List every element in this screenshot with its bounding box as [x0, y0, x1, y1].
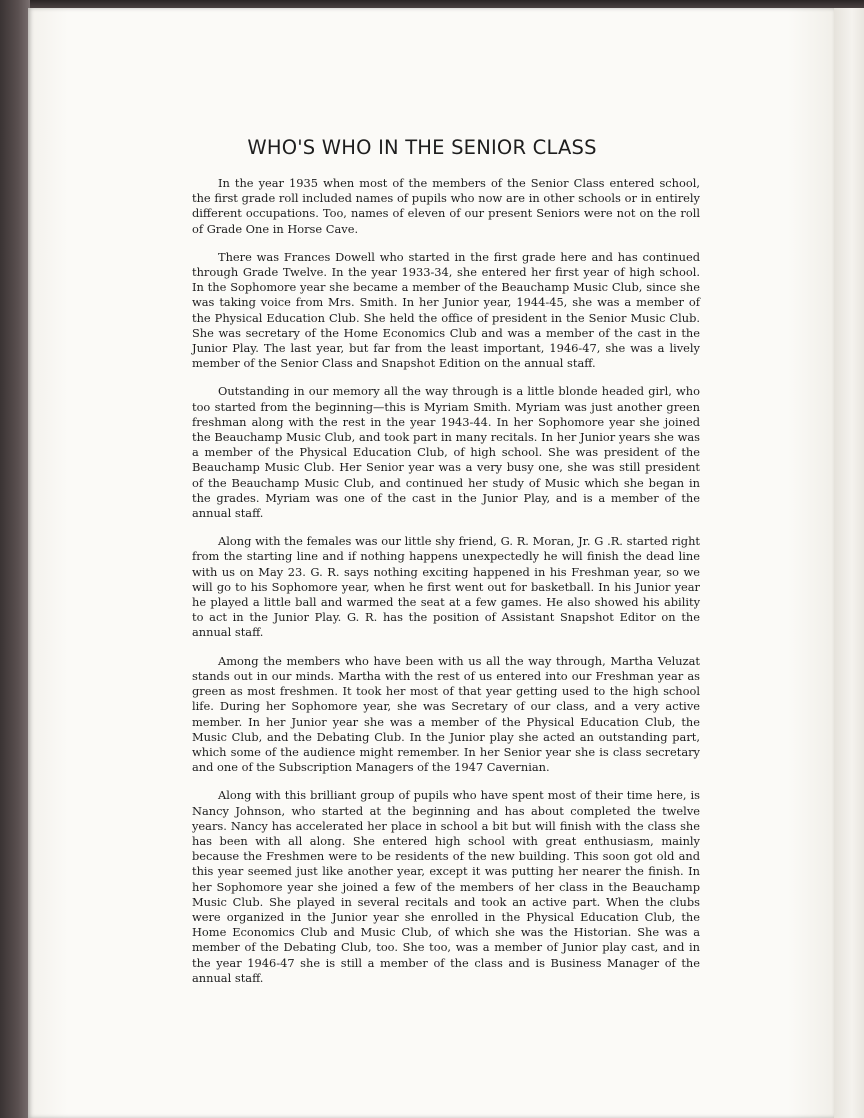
book-edge-top — [0, 0, 864, 8]
paragraph: There was Frances Dowell who started in the first grade here and has continued through Grade Twelve. In the year 1933-34, she entered her first year of high school. In the Sophomore year she became a member of the Beauchamp Music Club, since she was taking voice from Mrs. Smith. In her Junior year, 1944-45, she was a member of the Physical Education Club. She held the office of president in the Senior Music Club. She was secretary of the Home Economics Club and was a member of the cast in the Junior Play. The last year, but far from the least important, 1946-47, she was a lively member of the Senior Class and Snapshot Edition on the annual staff. — [192, 249, 700, 371]
book-edge-left — [0, 0, 30, 1118]
page-edge-right — [834, 8, 864, 1118]
paragraph: Along with the females was our little shy friend, G. R. Moran, Jr. G .R. started right from the starting line and if nothing happens unexpectedly he will finish the dead line with us on May 23. G. R. says nothing exciting happened in his Freshman year, so we will go to his Sophomore year, when he first went out for basketball. In his Junior year he played a little ball and warmed the seat at a few games. He also showed his ability to act in the Junior Play. G. R. has the position of Assistant Snapshot Editor on the annual staff. — [192, 534, 700, 640]
paragraph: Along with this brilliant group of pupils who have spent most of their time here, is Nancy Johnson, who started at the beginning and has about completed the twelve years. Nancy has accelerated her place in school a bit but will finish with the class she has been with all along. She entered high school with great enthusiasm, mainly because the Freshmen were to be residents of the new building. This soon got old and this year seemed just like another year, except it was putting her nearer the finish. In her Sophomore year she joined a few of the members of her class in the Beauchamp Music Club. She played in several recitals and took an active part. When the clubs were organized in the Junior year she enrolled in the Physical Education Club, the Home Economics Club and Music Club, of which she was the Historian. She was a member of the Debating Club, too. She too, was a member of Junior play cast, and in the year 1946-47 she is still a member of the class and is Business Manager of the annual staff. — [192, 788, 700, 985]
paragraph: Among the members who have been with us all the way through, Martha Veluzat stands out in our minds. Martha with the rest of us entered into our Freshman year as green as most freshmen. It took her most of that year getting used to the high school life. During her Sophomore year, she was Secretary of our class, and a very active member. In her Junior year she was a member of the Physical Education Club, the Music Club, and the Debating Club. In the Junior play she acted an outstanding part, which some of the audience might remember. In her Senior year she is class secretary and one of the Subscription Managers of the 1947 Cavernian. — [192, 653, 700, 775]
paragraph: Outstanding in our memory all the way through is a little blonde headed girl, who too started from the beginning—this is Myriam Smith. Myriam was just another green freshman along with the rest in the year 1943-44. In her Sophomore year she joined the Beauchamp Music Club, and took part in many recitals. In her Junior years she was a member of the Physical Education Club, of high school. She was president of the Beauchamp Music Club. Her Senior year was a very busy one, she was still president of the Beauchamp Music Club, and continued her study of Music which she began in the grades. Myriam was one of the cast in the Junior Play, and is a member of the annual staff. — [192, 384, 700, 521]
paragraph: In the year 1935 when most of the members of the Senior Class entered school, the first grade roll included names of pupils who now are in other schools or in entirely different occupations. Too, names of eleven of our present Seniors were not on the roll of Grade One in Horse Cave. — [192, 176, 700, 236]
article-body — [192, 176, 700, 999]
page-title: WHO'S WHO IN THE SENIOR CLASS — [247, 136, 597, 159]
